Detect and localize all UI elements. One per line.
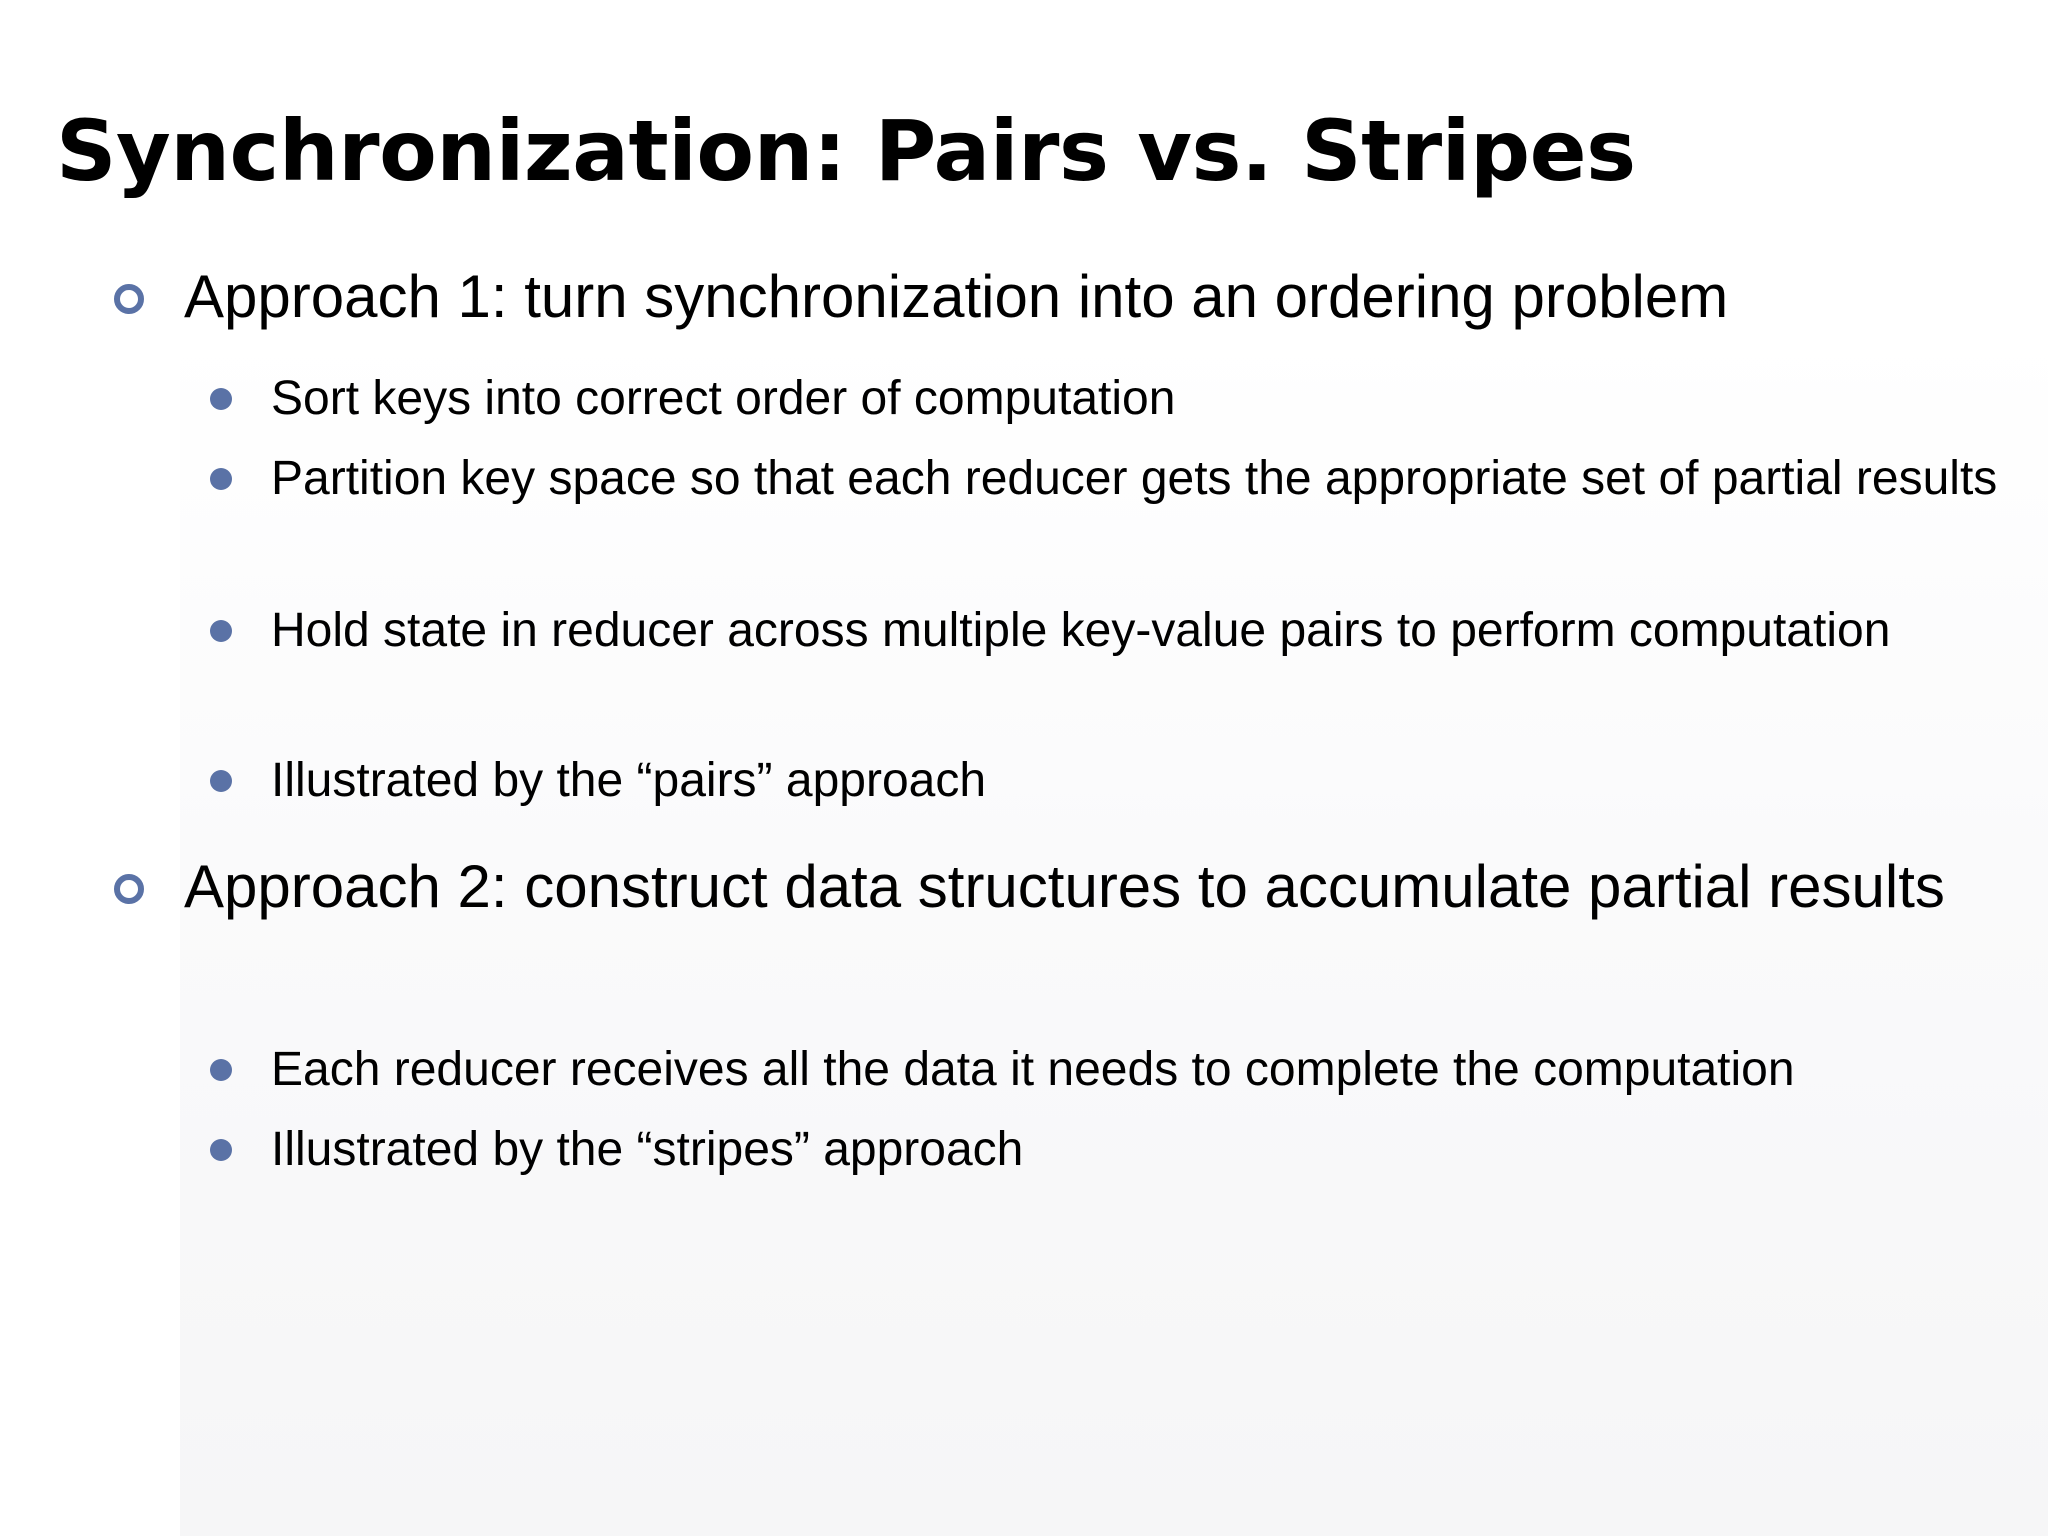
dot-bullet-icon (210, 620, 232, 642)
slide-title: Synchronization: Pairs vs. Stripes (56, 102, 1636, 200)
sub-bullet-text: Hold state in reducer across multiple key-value pairs to perform computation (271, 604, 1891, 657)
sub-bullet-text: Illustrated by the “pairs” approach (271, 754, 987, 807)
sub-bullet-text: Partition key space so that each reducer gets the appropriate set of partial results (271, 452, 1998, 505)
sub-bullet-text: Sort keys into correct order of computation (271, 372, 1176, 425)
dot-bullet-icon (210, 1139, 232, 1161)
dot-bullet-icon (210, 468, 232, 490)
bullet-text: Approach 1: turn synchronization into an ordering problem (184, 263, 1729, 330)
dot-bullet-icon (210, 1059, 232, 1081)
dot-bullet-icon (210, 388, 232, 410)
sub-bullet-text: Illustrated by the “stripes” approach (271, 1123, 1024, 1176)
ring-bullet-icon (114, 874, 144, 904)
bullet-text: Approach 2: construct data structures to accumulate partial results (184, 853, 1945, 920)
ring-bullet-icon (114, 284, 144, 314)
sub-bullet-text: Each reducer receives all the data it needs to complete the computation (271, 1043, 1795, 1096)
dot-bullet-icon (210, 770, 232, 792)
